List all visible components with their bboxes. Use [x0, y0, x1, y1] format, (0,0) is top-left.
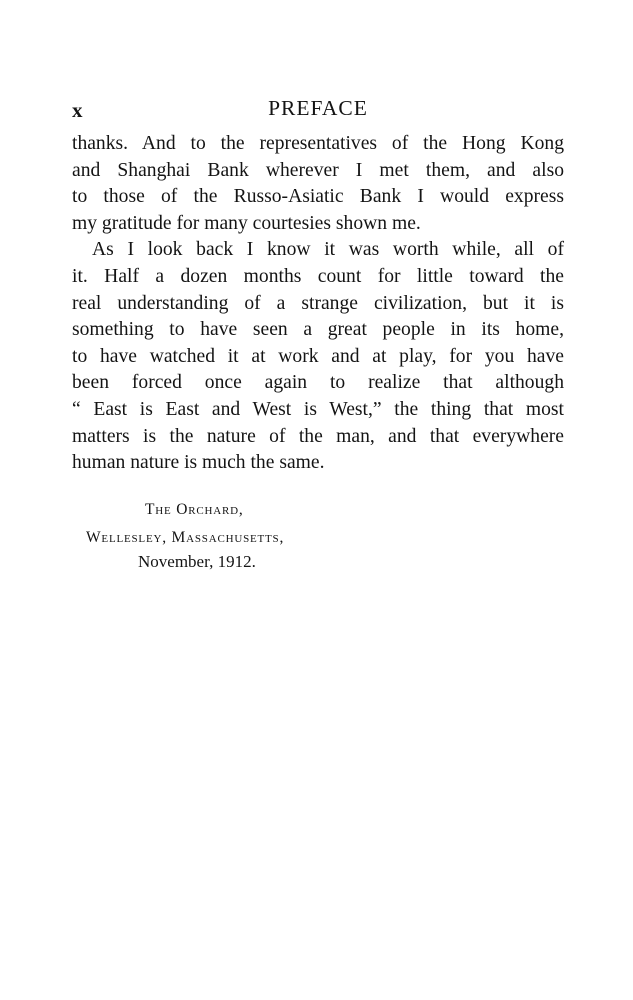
page-number: x: [72, 98, 83, 122]
page-title: PREFACE: [268, 96, 368, 120]
text-line: it. Half a dozen months count for little toward the: [72, 265, 564, 287]
text-line: human nature is much the same.: [72, 452, 325, 474]
text-line: something to have seen a great people in its home,: [72, 319, 564, 341]
text-line: and Shanghai Bank wherever I met them, and also: [72, 159, 564, 181]
signature-location: Wellesley, Massachusetts,: [86, 529, 285, 546]
text-line: As I look back I know it was worth while, all of: [92, 239, 564, 261]
body-text: [72, 131, 564, 477]
text-line: my gratitude for many courtesies shown me.: [72, 212, 421, 234]
text-line: “ East is East and West is West,” the thing that most: [72, 398, 564, 420]
text-line: been forced once again to realize that although: [72, 372, 564, 394]
text-line: real understanding of a strange civilization, but it is: [72, 292, 564, 314]
text-line: to have watched it at work and at play, for you have: [72, 345, 564, 367]
running-head: [72, 94, 564, 124]
signature-place: The Orchard,: [145, 501, 244, 518]
text-line: to those of the Russo-Asiatic Bank I would express: [72, 186, 564, 208]
paragraph-acknowledgements: [72, 131, 564, 237]
text-line: matters is the nature of the man, and that everywhere: [72, 425, 564, 447]
text-line: thanks. And to the representatives of the Hong Kong: [72, 133, 564, 154]
paragraph-reflection: [72, 237, 564, 476]
signature-date: November, 1912.: [138, 552, 256, 571]
